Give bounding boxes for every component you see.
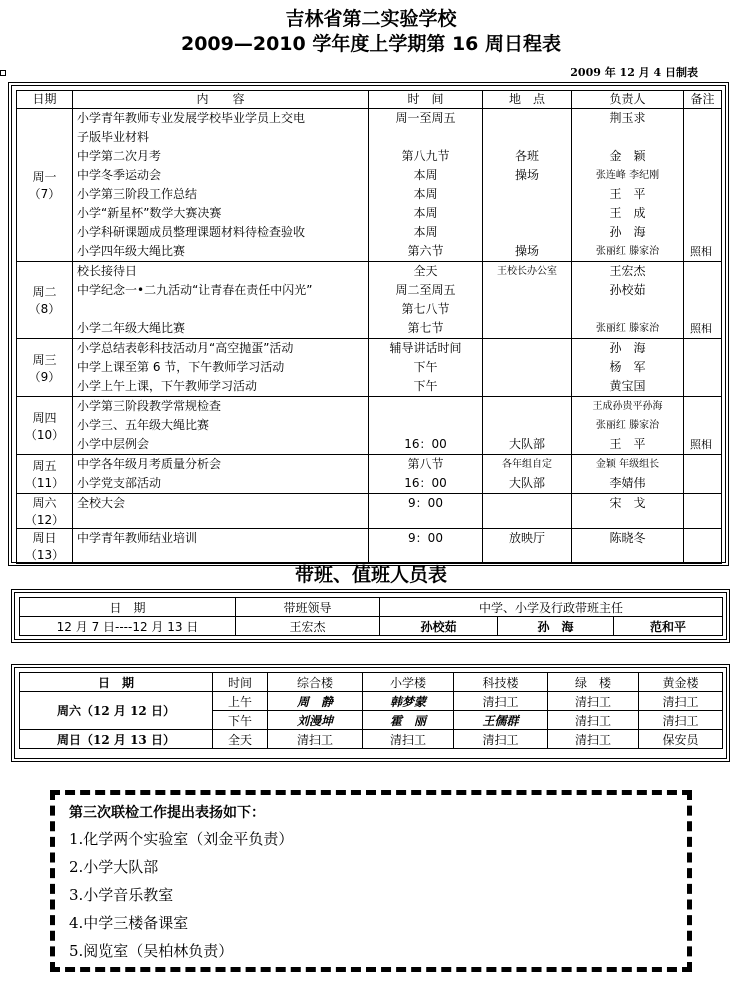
event-place bbox=[483, 339, 571, 358]
day-week-number: （13） bbox=[24, 548, 65, 562]
cleaning-col-building4: 绿 楼 bbox=[548, 673, 639, 692]
day-name: 周五 bbox=[32, 459, 57, 473]
event-person: 孙 海 bbox=[609, 341, 646, 355]
event-text: 小学“新星杯”数学大赛决赛 bbox=[77, 206, 222, 220]
event-person: 王 成 bbox=[609, 206, 646, 220]
event-person: 张丽红 滕家治 bbox=[595, 420, 660, 431]
schedule-note-cell bbox=[684, 262, 722, 339]
cleaning-row-sat-am bbox=[20, 692, 723, 711]
event-note bbox=[684, 358, 721, 377]
duty-col-heads: 中学、小学及行政带班主任 bbox=[380, 598, 723, 617]
event-text: 校长接待日 bbox=[77, 264, 138, 278]
duty-date-range: 12 月 7 日----12 月 13 日 bbox=[20, 617, 236, 636]
day-cell bbox=[17, 455, 73, 494]
cleaning-frame bbox=[11, 664, 730, 762]
duty-col-date: 日 期 bbox=[20, 598, 236, 617]
event-note bbox=[684, 494, 721, 513]
event-time: 周一至周五 bbox=[395, 111, 456, 125]
event-place: 大队部 bbox=[508, 476, 545, 490]
event-person: 宋 戈 bbox=[609, 496, 646, 510]
day-name: 周三 bbox=[32, 352, 57, 367]
event-person: 李婧伟 bbox=[609, 476, 646, 490]
event-person: 王 平 bbox=[609, 437, 646, 451]
event-note bbox=[684, 223, 721, 242]
schedule-place-cell bbox=[483, 262, 572, 339]
table-move-handle[interactable] bbox=[0, 70, 6, 76]
duty-header-row bbox=[20, 598, 723, 617]
event-time bbox=[369, 128, 482, 147]
event-person: 金颖 年级组长 bbox=[595, 459, 660, 470]
cleaning-col-time: 时间 bbox=[213, 673, 268, 692]
schedule-place-cell bbox=[483, 529, 572, 564]
duty-leader: 王宏杰 bbox=[236, 617, 380, 636]
event-time: 9：00 bbox=[408, 496, 443, 510]
event-note bbox=[684, 281, 721, 300]
event-place bbox=[483, 109, 571, 128]
event-note: 照相 bbox=[690, 438, 712, 451]
event-time: 辅导讲话时间 bbox=[389, 341, 462, 355]
table-cell: 保安员 bbox=[639, 730, 723, 749]
schedule-time-cell bbox=[369, 397, 483, 455]
schedule-content-cell bbox=[73, 109, 369, 262]
notice-item: 3.小学音乐教室 bbox=[69, 886, 174, 904]
table-cell: 清扫工 bbox=[454, 692, 548, 711]
schedule-content-cell bbox=[73, 529, 369, 564]
day-name: 周四 bbox=[32, 410, 57, 425]
duty-head-admin: 范和平 bbox=[614, 617, 723, 636]
event-place: 放映厅 bbox=[508, 531, 545, 545]
event-place: 操场 bbox=[514, 168, 539, 182]
event-place: 各年组自定 bbox=[502, 459, 552, 470]
cleaning-col-building3: 科技楼 bbox=[454, 673, 548, 692]
event-person bbox=[572, 128, 683, 147]
page-title: 2009—2010 学年度上学期第 16 周日程表 bbox=[180, 33, 562, 55]
table-cell: 下午 bbox=[213, 711, 268, 730]
table-cell: 清扫工 bbox=[363, 730, 454, 749]
table-cell: 清扫工 bbox=[548, 730, 639, 749]
event-text: 中学冬季运动会 bbox=[77, 168, 162, 182]
event-place bbox=[483, 377, 571, 396]
event-note bbox=[684, 166, 721, 185]
event-note bbox=[684, 185, 721, 204]
schedule-time-cell bbox=[369, 109, 483, 262]
table-cell: 霍 丽 bbox=[363, 711, 454, 730]
table-cell: 韩梦蒙 bbox=[363, 692, 454, 711]
event-place bbox=[483, 281, 571, 300]
schedule-day-row bbox=[17, 529, 722, 564]
schedule-note-cell bbox=[684, 455, 722, 494]
schedule-content-cell bbox=[73, 455, 369, 494]
schedule-content-cell bbox=[73, 397, 369, 455]
table-cell: 清扫工 bbox=[268, 730, 363, 749]
event-note bbox=[684, 300, 721, 319]
event-time: 9：00 bbox=[408, 531, 443, 545]
event-time: 下午 bbox=[413, 379, 438, 393]
made-date: 2009 年 12 月 4 日制表 bbox=[570, 66, 698, 79]
col-header-date: 日期 bbox=[17, 91, 73, 109]
cleaning-date-sunday: 周日（12 月 13 日） bbox=[20, 730, 213, 749]
event-text: 小学二年级大绳比赛 bbox=[77, 321, 186, 335]
event-place bbox=[483, 494, 571, 513]
event-note bbox=[684, 416, 721, 435]
event-text: 小学第三阶段工作总结 bbox=[77, 187, 198, 201]
cleaning-date-saturday: 周六（12 月 12 日） bbox=[20, 692, 213, 730]
day-cell bbox=[17, 109, 73, 262]
col-header-note: 备注 bbox=[684, 91, 722, 109]
table-cell: 全天 bbox=[213, 730, 268, 749]
event-place: 各班 bbox=[514, 149, 539, 163]
event-time: 本周 bbox=[413, 187, 438, 201]
schedule-time-cell bbox=[369, 339, 483, 397]
schedule-day-row bbox=[17, 494, 722, 529]
event-text: 中学第二次月考 bbox=[77, 149, 162, 163]
col-header-time: 时 间 bbox=[369, 91, 483, 109]
event-note bbox=[684, 377, 721, 396]
schedule-time-cell bbox=[369, 262, 483, 339]
duty-col-leader: 带班领导 bbox=[236, 598, 380, 617]
event-text: 中学青年教师结业培训 bbox=[77, 531, 198, 545]
schedule-place-cell bbox=[483, 494, 572, 529]
event-note bbox=[684, 474, 721, 493]
schedule-time-cell bbox=[369, 494, 483, 529]
event-person: 杨 军 bbox=[609, 360, 646, 374]
day-week-number: （11） bbox=[24, 476, 65, 490]
event-person: 王宏杰 bbox=[609, 264, 646, 278]
event-note: 照相 bbox=[690, 322, 712, 335]
event-person: 孙 海 bbox=[609, 225, 646, 239]
cleaning-header-row bbox=[20, 673, 723, 692]
event-time: 本周 bbox=[413, 225, 438, 239]
event-text: 小学总结表彰科技活动月“高空抛蛋”活动 bbox=[77, 341, 294, 355]
event-text: 子版毕业材料 bbox=[77, 130, 150, 144]
notice-item: 4.中学三楼备课室 bbox=[69, 914, 189, 932]
schedule-person-cell bbox=[572, 397, 684, 455]
schedule-person-cell bbox=[572, 339, 684, 397]
weekly-schedule-table bbox=[16, 90, 722, 564]
schedule-person-cell bbox=[572, 262, 684, 339]
event-text: 中学上课至第 6 节，下午教师学习活动 bbox=[77, 360, 285, 374]
day-cell bbox=[17, 262, 73, 339]
event-time: 全天 bbox=[413, 264, 438, 278]
notice-item: 1.化学两个实验室（刘金平负责） bbox=[69, 830, 294, 848]
day-week-number: （8） bbox=[28, 302, 61, 316]
table-cell: 清扫工 bbox=[548, 692, 639, 711]
duty-head-primary: 孙 海 bbox=[498, 617, 614, 636]
event-note bbox=[684, 397, 721, 416]
schedule-content-cell bbox=[73, 262, 369, 339]
schedule-day-row bbox=[17, 109, 722, 262]
day-name: 周二 bbox=[32, 285, 57, 299]
event-person: 孙校茹 bbox=[609, 283, 646, 297]
col-header-content: 内 容 bbox=[73, 91, 369, 109]
schedule-note-cell bbox=[684, 494, 722, 529]
event-place bbox=[483, 185, 571, 204]
table-cell: 清扫工 bbox=[639, 692, 723, 711]
day-name: 周六 bbox=[32, 496, 57, 510]
day-cell bbox=[17, 397, 73, 455]
schedule-place-cell bbox=[483, 397, 572, 455]
event-place bbox=[483, 358, 571, 377]
event-person: 黄宝国 bbox=[609, 379, 646, 393]
event-time: 本周 bbox=[413, 206, 438, 220]
event-text: 中学各年级月考质量分析会 bbox=[77, 457, 222, 471]
cleaning-row-sunday bbox=[20, 730, 723, 749]
event-note bbox=[684, 529, 721, 548]
schedule-note-cell bbox=[684, 109, 722, 262]
event-time: 第七八节 bbox=[401, 302, 450, 316]
duty-title: 带班、值班人员表 bbox=[294, 564, 447, 586]
event-person: 张丽红 滕家治 bbox=[595, 246, 660, 257]
day-cell bbox=[17, 529, 73, 564]
event-text: 小学青年教师专业发展学校毕业学员上交电 bbox=[77, 111, 306, 125]
event-time bbox=[369, 416, 482, 435]
notice-item: 2.小学大队部 bbox=[69, 858, 159, 876]
day-cell bbox=[17, 494, 73, 529]
cleaning-col-building5: 黄金楼 bbox=[639, 673, 723, 692]
col-header-place: 地 点 bbox=[483, 91, 572, 109]
event-place bbox=[483, 397, 571, 416]
event-place bbox=[483, 128, 571, 147]
event-note bbox=[684, 455, 721, 474]
duty-row bbox=[20, 617, 723, 636]
event-person: 张丽红 滕家治 bbox=[595, 323, 660, 334]
event-note bbox=[684, 204, 721, 223]
cleaning-col-building1: 综合楼 bbox=[268, 673, 363, 692]
cleaning-table bbox=[19, 672, 723, 749]
event-place bbox=[483, 223, 571, 242]
day-week-number: （10） bbox=[24, 427, 65, 442]
event-person: 张连峰 李纪刚 bbox=[595, 170, 660, 181]
day-name: 周日 bbox=[32, 531, 57, 545]
event-time: 第八九节 bbox=[401, 149, 450, 163]
notice-item: 5.阅览室（吴柏林负责） bbox=[69, 942, 234, 960]
schedule-time-cell bbox=[369, 455, 483, 494]
event-time: 本周 bbox=[413, 168, 438, 182]
schedule-header-row bbox=[17, 91, 722, 109]
event-note bbox=[684, 262, 721, 281]
event-person bbox=[572, 300, 683, 319]
table-cell: 刘漫坤 bbox=[268, 711, 363, 730]
event-time: 第七节 bbox=[407, 321, 444, 335]
cleaning-col-date: 日 期 bbox=[20, 673, 213, 692]
schedule-person-cell bbox=[572, 494, 684, 529]
schedule-day-row bbox=[17, 397, 722, 455]
schedule-time-cell bbox=[369, 529, 483, 564]
event-note bbox=[684, 109, 721, 128]
event-person: 荆玉求 bbox=[609, 111, 646, 125]
schedule-note-cell bbox=[684, 529, 722, 564]
weekly-schedule-frame bbox=[8, 82, 729, 566]
event-text: 小学四年级大绳比赛 bbox=[77, 244, 186, 258]
cleaning-col-building2: 小学楼 bbox=[363, 673, 454, 692]
event-text: 小学上午上课，下午教师学习活动 bbox=[77, 379, 258, 393]
duty-table bbox=[19, 597, 723, 636]
schedule-person-cell bbox=[572, 109, 684, 262]
event-time: 第八节 bbox=[407, 457, 444, 471]
event-text: 小学中层例会 bbox=[77, 437, 150, 451]
schedule-content-cell bbox=[73, 494, 369, 529]
event-time: 周二至周五 bbox=[395, 283, 456, 297]
event-person: 陈晓冬 bbox=[609, 531, 646, 545]
event-place bbox=[483, 300, 571, 319]
schedule-place-cell bbox=[483, 339, 572, 397]
schedule-day-row bbox=[17, 262, 722, 339]
day-week-number: （9） bbox=[28, 369, 61, 384]
event-time: 16：00 bbox=[404, 437, 447, 451]
school-name: 吉林省第二实验学校 bbox=[285, 8, 457, 30]
event-note: 照相 bbox=[690, 245, 712, 258]
duty-frame bbox=[11, 589, 730, 643]
event-time bbox=[369, 397, 482, 416]
day-week-number: （7） bbox=[28, 187, 61, 201]
event-note bbox=[684, 339, 721, 358]
table-cell: 清扫工 bbox=[548, 711, 639, 730]
event-time: 16：00 bbox=[404, 476, 447, 490]
event-place: 大队部 bbox=[508, 437, 545, 451]
schedule-content-cell bbox=[73, 339, 369, 397]
event-text: 中学纪念一•二九活动“让青春在责任中闪光” bbox=[77, 283, 313, 297]
col-header-person: 负责人 bbox=[572, 91, 684, 109]
event-place: 王校长办公室 bbox=[497, 266, 557, 277]
event-person: 王成孙贵平孙海 bbox=[592, 401, 663, 412]
schedule-place-cell bbox=[483, 455, 572, 494]
day-week-number: （12） bbox=[24, 513, 65, 527]
commendation-notice bbox=[50, 790, 692, 972]
schedule-day-row bbox=[17, 339, 722, 397]
event-place bbox=[483, 319, 571, 338]
duty-head-middle: 孙校茹 bbox=[380, 617, 498, 636]
schedule-place-cell bbox=[483, 109, 572, 262]
event-place: 操场 bbox=[514, 244, 539, 258]
day-name: 周一 bbox=[32, 170, 57, 184]
event-text: 全校大会 bbox=[77, 496, 126, 510]
event-time: 下午 bbox=[413, 360, 438, 374]
event-person: 王 平 bbox=[609, 187, 646, 201]
event-place bbox=[483, 204, 571, 223]
event-text: 小学三、五年级大绳比赛 bbox=[77, 418, 210, 432]
event-time: 第六节 bbox=[407, 244, 444, 258]
day-cell bbox=[17, 339, 73, 397]
schedule-person-cell bbox=[572, 529, 684, 564]
schedule-day-row bbox=[17, 455, 722, 494]
table-cell: 周 静 bbox=[268, 692, 363, 711]
schedule-note-cell bbox=[684, 339, 722, 397]
event-note bbox=[684, 147, 721, 166]
schedule-note-cell bbox=[684, 397, 722, 455]
table-cell: 上午 bbox=[213, 692, 268, 711]
schedule-person-cell bbox=[572, 455, 684, 494]
event-text bbox=[73, 300, 368, 319]
event-text: 小学党支部活动 bbox=[77, 476, 162, 490]
table-cell: 清扫工 bbox=[639, 711, 723, 730]
notice-heading: 第三次联检工作提出表扬如下： bbox=[69, 805, 265, 821]
event-text: 小学第三阶段教学常规检查 bbox=[77, 399, 222, 413]
event-place bbox=[483, 416, 571, 435]
table-cell: 清扫工 bbox=[454, 730, 548, 749]
event-text: 小学科研课题成员整理课题材料待检查验收 bbox=[77, 225, 306, 239]
event-person: 金 颖 bbox=[609, 149, 646, 163]
event-note bbox=[684, 128, 721, 147]
table-cell: 王儒群 bbox=[454, 711, 548, 730]
